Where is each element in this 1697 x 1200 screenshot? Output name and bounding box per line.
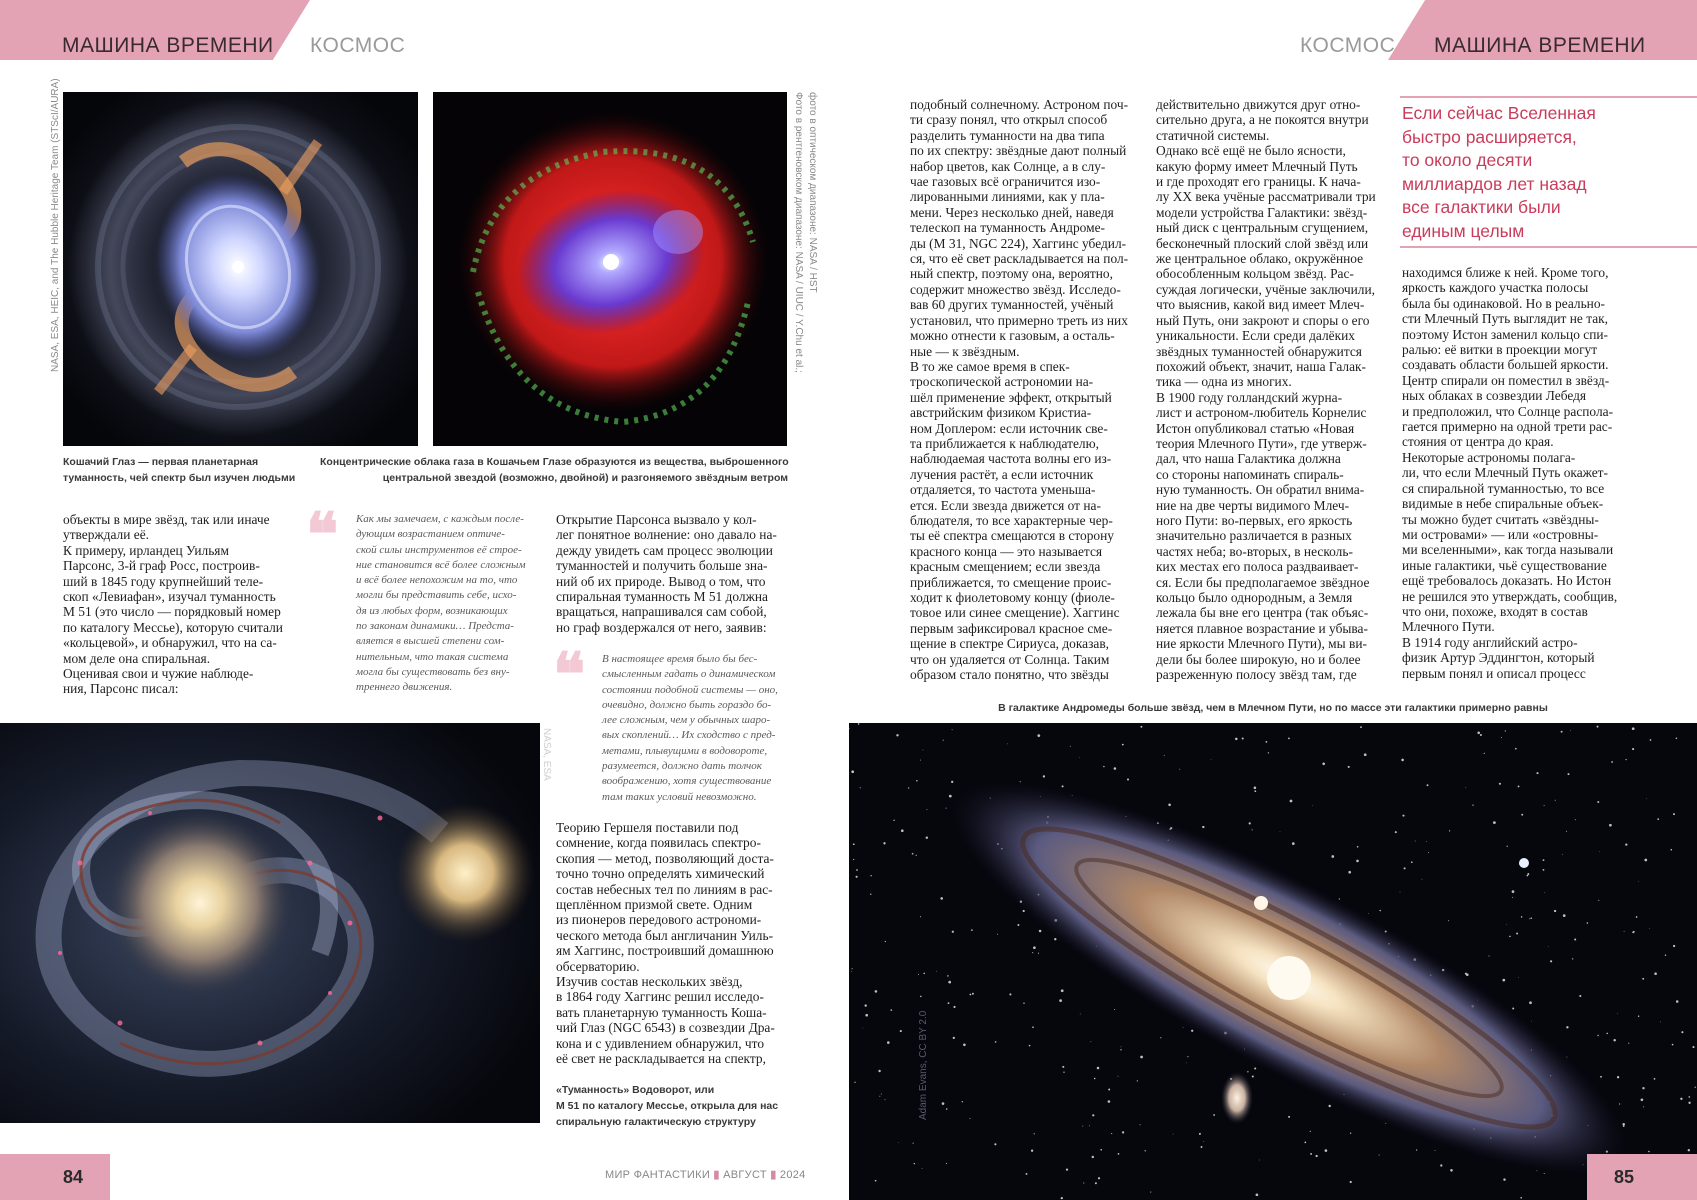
p85-column-1: подобный солнечному. Астроном поч- ти сразу понял, что открыл способ разделить туманности на два типа по их спектру: звёздные дают полный набор цветов, как Солнце, а в слу- чае газовых всё ограничится изо- лированными линиями, как у пла- мени. Через несколько дней, наведя телескоп на туманность Андроме- ды (M 31, NGC 224), Хаггинс убедил- ся, что её свет раскладывается на пол- ный спектр, поэтому она, вероятно, содержит множество звёзд. Исследо- вав 60 других туманностей, учёный установил, что примерно треть из них можно отнести к газовым, а осталь- ные — к звёздным. В то же самое время в спек- троскопической астрономии на- шёл применение эффект, открытый австрийским физиком Кристиа- ном Доплером: если источник све- та приближается к наблюдателю, наблюдаемая частота волны его из- лучения растёт, а если источник отдаляется, то частота уменьша- ется. Если звезда движется от на- блюдателя, то все характерные чер- ты её спектра смещаются в сторону красного конца — это называется красным смещением; если звезда приближается, то смещение проис- ходит к фиолетовому концу (фиоле- товое или синее смещение). Хаггинс первым зафиксировал красное сме- щение в спектре Сириуса, доказав, что он удаляется от Солнца. Таким образом стало понятно, что звёзды [910,97,1129,683]
page-number-band-right [1587,1154,1697,1200]
footer-separator-icon: ▮ [770,1169,777,1181]
section-title-right: МАШИНА ВРЕМЕНИ [1434,34,1646,57]
andromeda-photo-credit: Adam Evans, CC BY 2.0 [918,1010,929,1120]
p84-column-1: объекты в мире звёзд, так или иначе утверждали её. К примеру, ирландец Уильям Парсонс, 3-й граф Росс, построив- ший в 1845 году крупнейший теле- скоп «Левиафан», изучал туманность M 51 (это число — порядковый номер по каталогу Мессье), которую считали «кольцевой», и обнаружил, что на са- мом деле она спиральная. Оценивая свои и чужие наблюде- ния, Парсонс писал: [63,512,283,697]
p85-column-2: действительно движутся друг отно- сительно друга, а не покоятся внутри статичной системы. Однако всё ещё не было ясности, какую форму имеет Млечный Путь и где проходят его границы. К нача- лу XX века учёные рассматривали три модели устройства Галактики: звёзд- ный диск с центральным сгущением, бесконечный плоский слой звёзд или же центральное облако, окружённое обособленным кольцом звёзд. Рас- суждая логически, учёные заключили, что выяснив, какой вид имеет Млеч- ный Путь, они закроют и споры о его уникальности. Если среди далёких звёздных туманностей обнаружится похожий объект, значит, наша Галак- тика — одна из многих. В 1900 году голландский журна- лист и астроном-любитель Корнелис Истон опубликовал статью «Новая теория Млечного Пути», где утверж- дал, что наша Галактика должна со стороны напоминать спираль- ную туманность. Он обратил внима- ние на две черты видимого Млеч- ного Пути: во-первых, его яркость значительно различается в разных частях неба; во-вторых, в несколь- ких местах его полоса раздваивает- ся. Если бы предполагаемое звёздное кольцо было однородным, а Земля лежала бы вне его центра (так объяс- няется плавное возрастание и убыва- ние яркости Млечного Пути), мы ви- дели бы более широкую, но и более разреженную полосу звёзд там, где [1156,97,1376,683]
xray-photo-credit-1: Фото в рентгеновском диапазоне: NASA / UIUC / Y.Chu et al.; [793,92,804,373]
parsons-quote-2: В настоящее время было бы бес- смысленным гадать о динамическом состоянии подобной системы — оно, очевидно, должно быть гораздо бо- лее сложным, чем у обычных шаро- вых скоплений… Их сходство с пред- метами, плывущими в водовороте, разумеется, должно дать толчок воображению, хотя существование там таких условий невозможно. [602,653,778,803]
cats-eye-photo-credit: NASA, ESA, HEIC, and The Hubble Heritage Team (STScI/AURA) [50,78,61,372]
page-number-right: 85 [1614,1167,1635,1187]
parsons-quote-1: Как мы замечаем, с каждым после- дующим возрастанием оптиче- ской силы инструментов её строе- ние становится всё более сложным и всё более непохожим на то, что могли бы представить себе, исхо- дя из любых форм, возникающих по законам динамики… Предста- вляется в высшей степени сом- нительным, что такая система могла бы существовать без вну- треннего движения. [356,513,526,694]
p84-column-3-bottom: Теорию Гершеля поставили под сомнение, когда появилась спектро- скопия — метод, позволяющий доста- точно точно определять химический состав небесных тел по линиям в рас- щеплённом призмой свете. Одним из пионеров передового астрономи- ческого метода был англичанин Уиль- ям Хаггинс, построивший домашнюю обсерваторию. Изучив состав нескольких звёзд, в 1864 году Хаггинс решил исследо- вать планетарную туманность Коша- чий Глаз (NGC 6543) в созвездии Дра- кона и с удивлением обнаружил, что её свет не раскладывается на спектр, [556,820,775,1067]
xray-caption: Концентрические облака газа в Кошачьем Глазе образуются из вещества, выброшенного центральной звездой (возможно, двойной) и разгоняемого звёздным ветром [320,456,789,484]
footer-separator-icon: ▮ [713,1169,720,1181]
whirlpool-photo-credit: NASA, ESA [541,728,552,781]
section-title-left: МАШИНА ВРЕМЕНИ [62,34,274,57]
topic-label-left: КОСМОС [310,34,406,57]
page-number-band-left [0,1154,110,1200]
cats-eye-xray-photo [433,92,787,446]
page-number-left: 84 [63,1167,84,1187]
andromeda-galaxy-photo [849,723,1697,1200]
cats-eye-caption: Кошачий Глаз — первая планетарная туманность, чей спектр был изучен людьми [63,456,296,484]
andromeda-caption: В галактике Андромеды больше звёзд, чем в Млечном Пути, но по массе эти галактики примерно равны [998,702,1548,714]
p85-column-3: находимся ближе к ней. Кроме того, яркость каждого участка полосы была бы одинаковой. Но в реально- сти Млечный Путь выглядит не так, поэтому Истон заменил кольцо спи- ралью: её витки в проекции могут создавать области большей яркости. Центр спирали он поместил в звёзд- ных облаках в созвездии Лебедя и предположил, что Солнце распола- гается примерно на одной трети рас- стояния от центра до края. Некоторые астрономы полага- ли, что если Млечный Путь окажет- ся спиральной туманностью, то все видимые в небе спиральные объек- ты можно будет считать «звёздны- ми островами» — или «островны- ми вселенными», как тогда называли иные галактики, чьё существование ещё требовалось доказать. Но Истон не решился это утверждать, сообщив, что они, похоже, входят в состав Млечного Пути. В 1914 году английский астро- физик Артур Эддингтон, который первым понял и описал процесс [1402,265,1618,681]
topic-label-right: КОСМОС [1300,34,1396,57]
whirlpool-caption: «Туманность» Водоворот, или M 51 по каталогу Мессье, открыла для нас спиральную галактическую структуру [556,1084,779,1128]
pullquote: Если сейчас Вселенная быстро расширяется, то около десяти миллиардов лет назад все галактики были единым целым [1402,103,1596,241]
quote-mark-icon: ❝ [553,640,586,710]
cats-eye-nebula-photo [63,92,418,446]
whirlpool-galaxy-photo [0,723,540,1123]
magazine-footer: МИР ФАНТАСТИКИ ▮ АВГУСТ ▮ 2024 [605,1169,806,1181]
xray-photo-credit-2: фото в оптическом диапазоне: NASA / HST [807,92,818,293]
pullquote-rule-bottom [1400,246,1697,248]
pullquote-rule-top [1400,96,1697,98]
quote-mark-icon: ❝ [306,500,339,570]
p84-column-3-top: Открытие Парсонса вызвало у кол- лег понятное волнение: оно давало на- дежду увидеть сам процесс эволюции туманностей и получить больше зна- ний об их природе. Вывод о том, что спиральная туманность M 51 должна вращаться, напрашивался сам собой, но граф воздержался от него, заявив: [556,512,777,635]
